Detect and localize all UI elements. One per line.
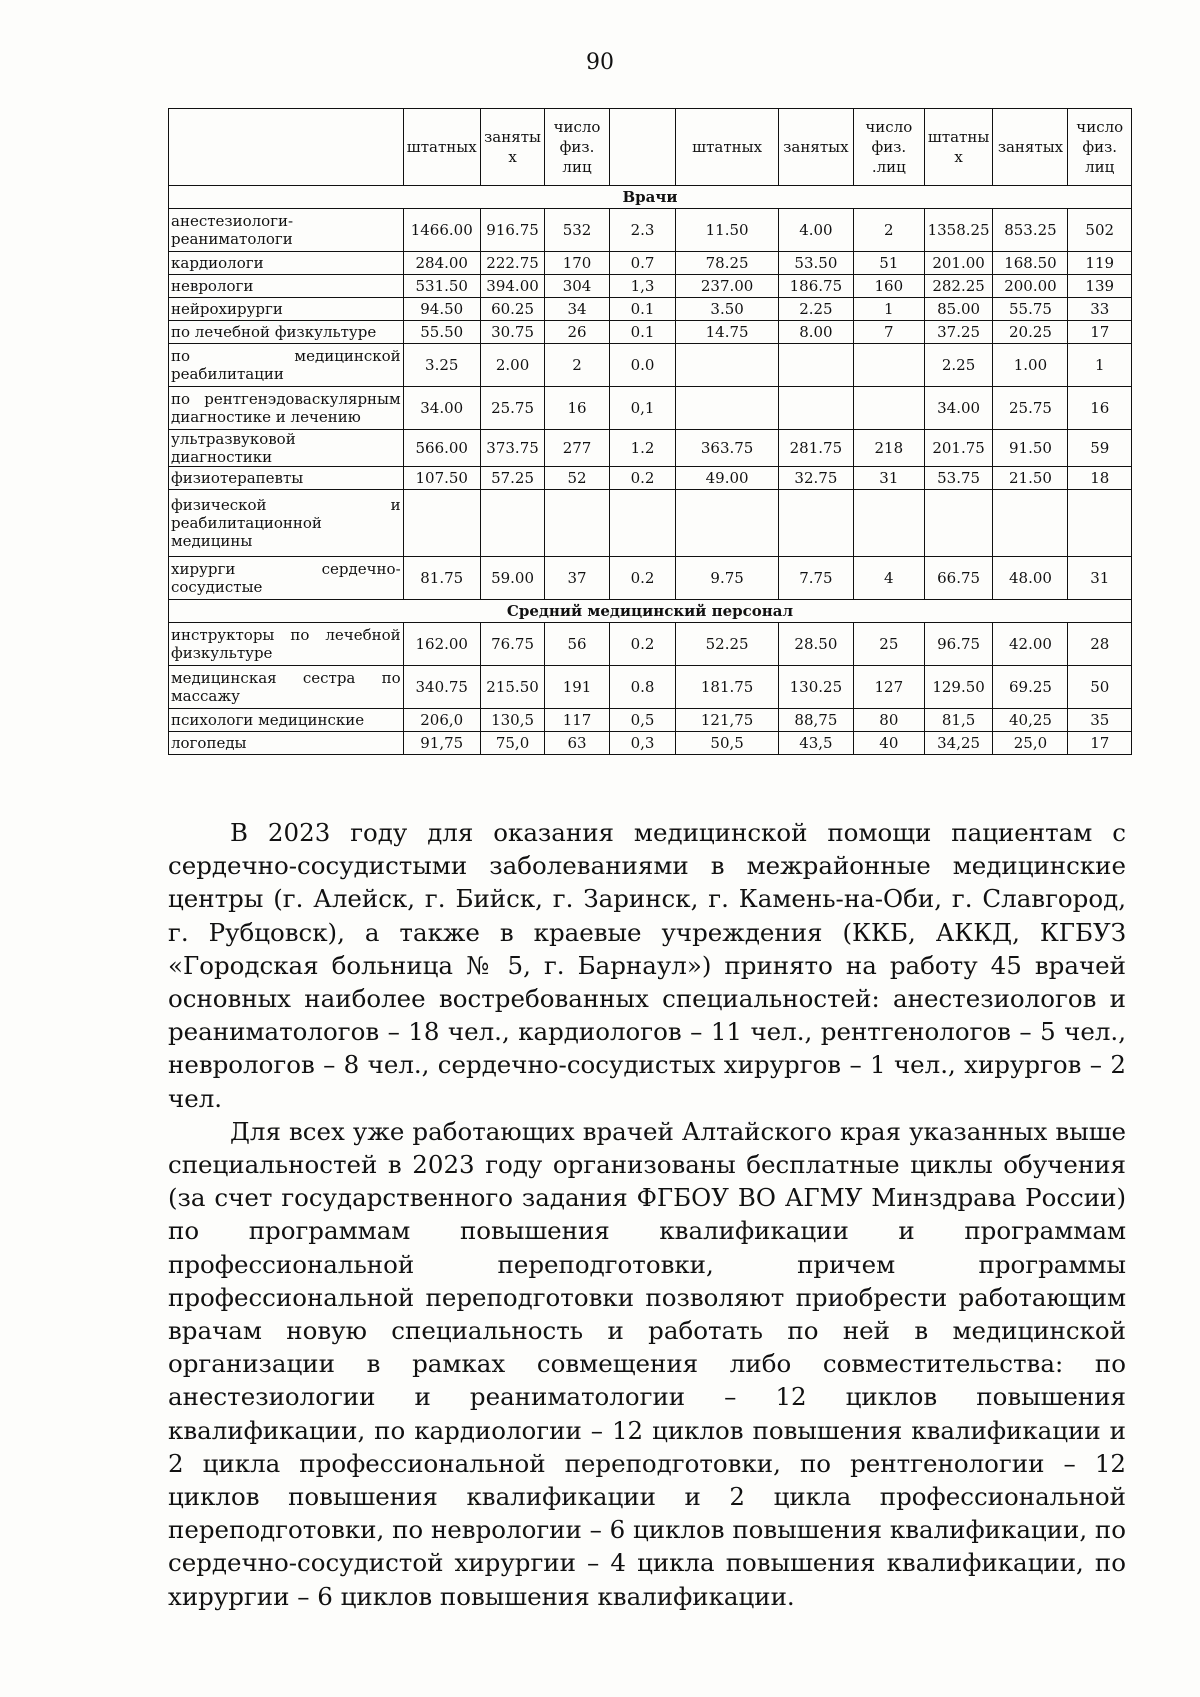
table-cell: 0.2 xyxy=(609,467,676,490)
table-cell xyxy=(924,490,993,557)
table-cell: 129.50 xyxy=(924,666,993,709)
table-cell: 363.75 xyxy=(676,430,779,467)
table-cell: 37 xyxy=(545,557,609,600)
table-cell: 222.75 xyxy=(480,252,544,275)
table-row xyxy=(169,709,1132,732)
row-label: по медицинской реабилитации xyxy=(169,344,404,387)
table-cell: 25.75 xyxy=(480,387,544,430)
table-cell: 55.75 xyxy=(993,298,1068,321)
table-cell: 53.50 xyxy=(778,252,853,275)
table-cell xyxy=(778,387,853,430)
table-cell: 28.50 xyxy=(778,623,853,666)
table-cell: 35 xyxy=(1068,709,1132,732)
table-cell: 34.00 xyxy=(924,387,993,430)
table-cell: 11.50 xyxy=(676,209,779,252)
table-cell: 201.75 xyxy=(924,430,993,467)
table-cell: 2.25 xyxy=(778,298,853,321)
row-label: психологи медицинские xyxy=(169,709,404,732)
table-cell: 8.00 xyxy=(778,321,853,344)
table-cell: 181.75 xyxy=(676,666,779,709)
table-cell: 7 xyxy=(853,321,924,344)
table-cell: 40 xyxy=(853,732,924,755)
row-label: нейрохирурги xyxy=(169,298,404,321)
header-cell: число физ. лиц xyxy=(1068,109,1132,186)
table-cell xyxy=(609,490,676,557)
table-cell: 1.00 xyxy=(993,344,1068,387)
table-cell: 215.50 xyxy=(480,666,544,709)
table-cell: 566.00 xyxy=(403,430,480,467)
table-cell xyxy=(993,490,1068,557)
table-cell: 1.2 xyxy=(609,430,676,467)
table-cell: 394.00 xyxy=(480,275,544,298)
table-row xyxy=(169,490,1132,557)
paragraph: Для всех уже работающих врачей Алтайского края указанных выше специальностей в 2023 году организованы бесплатные циклы обучения (за счет государственного задания ФГБОУ ВО АГМУ Минздрава России) по программам повышения квалификации и программам профессиональной переподготовки, причем программы профессиональной переподготовки позволяют приобрести работающим врачам новую специальность и работать по ней в медицинской организации в рамках совмещения либо совместительства: по анестезиологии и реаниматологии – 12 циклов повышения квалификации, по кардиологии – 12 циклов повышения квалификации и 2 цикла профессиональной переподготовки, по рентгенологии – 12 циклов повышения квалификации и 2 цикла профессиональной переподготовки, по неврологии – 6 циклов повышения квалификации, по сердечно-сосудистой хирургии – 4 цикла повышения квалификации, по хирургии – 6 циклов повышения квалификации. xyxy=(168,1116,1126,1611)
table-cell: 34,25 xyxy=(924,732,993,755)
row-label: по лечебной физкультуре xyxy=(169,321,404,344)
row-label: неврологи xyxy=(169,275,404,298)
table-cell: 20.25 xyxy=(993,321,1068,344)
table-cell: 130.25 xyxy=(778,666,853,709)
table-cell: 33 xyxy=(1068,298,1132,321)
table-cell xyxy=(853,387,924,430)
row-label: хирурги сердечно-сосудистые xyxy=(169,557,404,600)
table-cell: 373.75 xyxy=(480,430,544,467)
table-cell: 4.00 xyxy=(778,209,853,252)
table-cell: 0.1 xyxy=(609,298,676,321)
table-cell xyxy=(676,490,779,557)
table-cell: 59.00 xyxy=(480,557,544,600)
header-cell: число физ. .лиц xyxy=(853,109,924,186)
table-cell: 853.25 xyxy=(993,209,1068,252)
header-cell: штатных xyxy=(403,109,480,186)
header-cell: занятых xyxy=(993,109,1068,186)
body-text xyxy=(168,816,1126,1613)
table-cell: 0.2 xyxy=(609,623,676,666)
header-cell: занятых xyxy=(778,109,853,186)
table-cell: 0.1 xyxy=(609,321,676,344)
table-cell: 0,1 xyxy=(609,387,676,430)
table-cell xyxy=(778,490,853,557)
table-cell: 31 xyxy=(853,467,924,490)
table-cell: 2.25 xyxy=(924,344,993,387)
table-row xyxy=(169,321,1132,344)
table-cell: 50,5 xyxy=(676,732,779,755)
table-cell: 277 xyxy=(545,430,609,467)
row-label: медицинская сестра по массажу xyxy=(169,666,404,709)
table-cell: 52 xyxy=(545,467,609,490)
table-cell: 206,0 xyxy=(403,709,480,732)
table-cell xyxy=(853,490,924,557)
table-cell: 37.25 xyxy=(924,321,993,344)
table-cell: 0.2 xyxy=(609,557,676,600)
header-cell xyxy=(169,109,404,186)
table-cell: 91,75 xyxy=(403,732,480,755)
table-cell: 48.00 xyxy=(993,557,1068,600)
table-row xyxy=(169,666,1132,709)
table-cell: 168.50 xyxy=(993,252,1068,275)
row-label: анестезиологи-реаниматологи xyxy=(169,209,404,252)
table-row xyxy=(169,298,1132,321)
table-cell: 2.00 xyxy=(480,344,544,387)
table-cell: 57.25 xyxy=(480,467,544,490)
table-row xyxy=(169,467,1132,490)
table-cell xyxy=(853,344,924,387)
table-cell: 186.75 xyxy=(778,275,853,298)
table-cell: 9.75 xyxy=(676,557,779,600)
table-cell xyxy=(403,490,480,557)
table-cell: 121,75 xyxy=(676,709,779,732)
table-cell xyxy=(676,387,779,430)
table-cell: 16 xyxy=(1068,387,1132,430)
table-cell: 281.75 xyxy=(778,430,853,467)
table-cell: 0,3 xyxy=(609,732,676,755)
table-cell: 3.25 xyxy=(403,344,480,387)
table-row xyxy=(169,732,1132,755)
table-cell: 201.00 xyxy=(924,252,993,275)
table-cell: 25.75 xyxy=(993,387,1068,430)
table-cell: 0.0 xyxy=(609,344,676,387)
table-cell xyxy=(778,344,853,387)
table-cell: 2 xyxy=(853,209,924,252)
table-cell: 18 xyxy=(1068,467,1132,490)
paragraph: В 2023 году для оказания медицинской помощи пациентам с сердечно-сосудистыми заболеваниями в межрайонные медицинские центры (г. Алейск, г. Бийск, г. Заринск, г. Камень-на-Оби, г. Славгород, г. Рубцовск), а также в краевые учреждения (ККБ, АККД, КГБУЗ «Городская больница № 5, г. Барнаул») принято на работу 45 врачей основных наиболее востребованных специальностей: анестезиологов и реаниматологов – 18 чел., кардиологов – 11 чел., рентгенологов – 5 чел., неврологов – 8 чел., сердечно-сосудистых хирургов – 1 чел., хирургов – 2 чел. xyxy=(168,818,1126,1113)
table-cell: 2 xyxy=(545,344,609,387)
row-label: кардиологи xyxy=(169,252,404,275)
table-cell: 94.50 xyxy=(403,298,480,321)
table-cell: 25,0 xyxy=(993,732,1068,755)
table-cell: 43,5 xyxy=(778,732,853,755)
table-cell: 304 xyxy=(545,275,609,298)
table-cell: 60.25 xyxy=(480,298,544,321)
table-row xyxy=(169,387,1132,430)
row-label: физиотерапевты xyxy=(169,467,404,490)
table-cell: 42.00 xyxy=(993,623,1068,666)
section-title: Врачи xyxy=(169,186,1132,209)
row-label: логопеды xyxy=(169,732,404,755)
table-row xyxy=(169,209,1132,252)
table-cell: 127 xyxy=(853,666,924,709)
table-cell: 78.25 xyxy=(676,252,779,275)
table-row xyxy=(169,344,1132,387)
table-row xyxy=(169,275,1132,298)
header-cell xyxy=(609,109,676,186)
table-cell: 52.25 xyxy=(676,623,779,666)
table-cell xyxy=(1068,490,1132,557)
table-row xyxy=(169,430,1132,467)
table-cell: 4 xyxy=(853,557,924,600)
table-row xyxy=(169,252,1132,275)
table-cell: 117 xyxy=(545,709,609,732)
table-cell: 16 xyxy=(545,387,609,430)
table-cell: 34.00 xyxy=(403,387,480,430)
table-row xyxy=(169,623,1132,666)
section-header-row xyxy=(169,186,1132,209)
table-cell: 76.75 xyxy=(480,623,544,666)
table-cell: 916.75 xyxy=(480,209,544,252)
table-cell: 91.50 xyxy=(993,430,1068,467)
table-cell: 237.00 xyxy=(676,275,779,298)
section-header-row xyxy=(169,600,1132,623)
table-cell: 14.75 xyxy=(676,321,779,344)
table-cell: 0,5 xyxy=(609,709,676,732)
table-cell: 63 xyxy=(545,732,609,755)
table-cell: 81,5 xyxy=(924,709,993,732)
table-cell: 191 xyxy=(545,666,609,709)
table-cell: 75,0 xyxy=(480,732,544,755)
table-cell: 30.75 xyxy=(480,321,544,344)
table-cell: 502 xyxy=(1068,209,1132,252)
table-cell: 531.50 xyxy=(403,275,480,298)
table-cell: 3.50 xyxy=(676,298,779,321)
table-cell: 170 xyxy=(545,252,609,275)
table-cell: 21.50 xyxy=(993,467,1068,490)
table-cell: 340.75 xyxy=(403,666,480,709)
table-cell xyxy=(480,490,544,557)
table-cell: 40,25 xyxy=(993,709,1068,732)
row-label: инструкторы по лечебной физкультуре xyxy=(169,623,404,666)
table-cell: 28 xyxy=(1068,623,1132,666)
table-cell: 66.75 xyxy=(924,557,993,600)
row-label: ультразвуковой диагностики xyxy=(169,430,404,467)
table-cell: 81.75 xyxy=(403,557,480,600)
table-cell: 69.25 xyxy=(993,666,1068,709)
table-cell: 130,5 xyxy=(480,709,544,732)
table-cell: 218 xyxy=(853,430,924,467)
table-cell: 51 xyxy=(853,252,924,275)
table-cell: 56 xyxy=(545,623,609,666)
table-header-row xyxy=(169,109,1132,186)
table-cell: 0.8 xyxy=(609,666,676,709)
section-title: Средний медицинский персонал xyxy=(169,600,1132,623)
table-cell: 0.7 xyxy=(609,252,676,275)
table-cell: 162.00 xyxy=(403,623,480,666)
table-cell: 119 xyxy=(1068,252,1132,275)
table-cell: 17 xyxy=(1068,732,1132,755)
table-cell: 282.25 xyxy=(924,275,993,298)
table-cell: 1 xyxy=(853,298,924,321)
table-cell: 26 xyxy=(545,321,609,344)
row-label: физической и реабилитационной медицины xyxy=(169,490,404,557)
table-cell xyxy=(545,490,609,557)
table-cell: 1,3 xyxy=(609,275,676,298)
table-cell: 88,75 xyxy=(778,709,853,732)
table-cell: 139 xyxy=(1068,275,1132,298)
table-cell: 107.50 xyxy=(403,467,480,490)
header-cell: заняты х xyxy=(480,109,544,186)
table-body xyxy=(169,186,1132,755)
table-cell: 49.00 xyxy=(676,467,779,490)
table-cell: 34 xyxy=(545,298,609,321)
page-number: 90 xyxy=(586,50,614,75)
table-cell xyxy=(676,344,779,387)
header-cell: число физ. лиц xyxy=(545,109,609,186)
table-row xyxy=(169,557,1132,600)
table-cell: 200.00 xyxy=(993,275,1068,298)
table-cell: 85.00 xyxy=(924,298,993,321)
row-label: по рентгенэдоваскулярным диагностике и лечению xyxy=(169,387,404,430)
table-cell: 2.3 xyxy=(609,209,676,252)
table-cell: 17 xyxy=(1068,321,1132,344)
table-cell: 1 xyxy=(1068,344,1132,387)
table-cell: 1358.25 xyxy=(924,209,993,252)
table-cell: 50 xyxy=(1068,666,1132,709)
table-cell: 1466.00 xyxy=(403,209,480,252)
table-cell: 7.75 xyxy=(778,557,853,600)
table-cell: 31 xyxy=(1068,557,1132,600)
table-cell: 59 xyxy=(1068,430,1132,467)
table-cell: 53.75 xyxy=(924,467,993,490)
table-cell: 55.50 xyxy=(403,321,480,344)
header-cell: штатны х xyxy=(924,109,993,186)
table-cell: 284.00 xyxy=(403,252,480,275)
table-cell: 160 xyxy=(853,275,924,298)
table-cell: 80 xyxy=(853,709,924,732)
header-cell: штатных xyxy=(676,109,779,186)
staff-table xyxy=(168,108,1132,755)
table-cell: 32.75 xyxy=(778,467,853,490)
table-cell: 96.75 xyxy=(924,623,993,666)
table-cell: 532 xyxy=(545,209,609,252)
table-cell: 25 xyxy=(853,623,924,666)
